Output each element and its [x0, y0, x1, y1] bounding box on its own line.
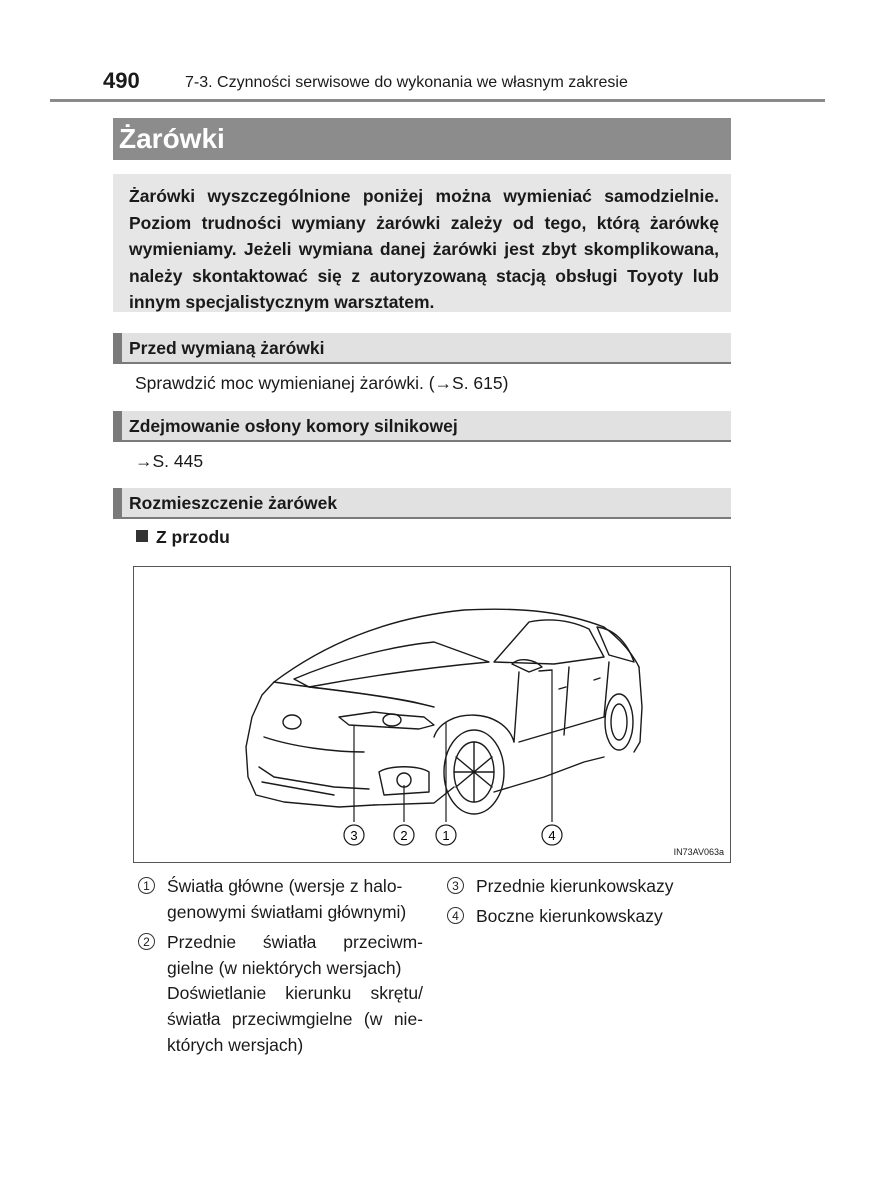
number-4-icon: 4 — [447, 907, 464, 924]
callout-4 — [542, 825, 562, 845]
section-text-before-replacement: Sprawdzić moc wymienianej żarówki. (→S. 615) — [135, 373, 509, 393]
chapter-title: 7-3. Czynności serwisowe do wykonania we własnym zakresie — [185, 74, 628, 91]
legend-text: genowymi światłami głównymi) — [167, 902, 407, 922]
header-rule — [50, 99, 825, 102]
legend-text: Boczne kierunkowskazy — [476, 906, 663, 926]
legend-item-1 — [138, 873, 423, 925]
legend-text: których wersjach) — [167, 1035, 304, 1055]
page-number: 490 — [103, 68, 140, 93]
section-heading-before-replacement: Przed wymianą żarówki — [113, 333, 731, 364]
number-3-icon: 3 — [447, 877, 464, 894]
svg-text:3: 3 — [350, 828, 358, 843]
svg-text:1: 1 — [442, 828, 450, 843]
section-heading-bulb-locations: Rozmieszczenie żarówek — [113, 488, 731, 519]
legend-text: Doświetlanie kierunku skrętu/ — [167, 983, 423, 1003]
section-heading-engine-cover: Zdejmowanie osłony komory silnikowej — [113, 411, 731, 442]
intro-box — [113, 174, 731, 312]
callout-3 — [344, 825, 364, 845]
section-text-engine-cover: →S. 445 — [135, 451, 204, 471]
car-illustration — [134, 567, 730, 862]
legend-item-2-note — [167, 980, 423, 1058]
legend-item-3 — [447, 873, 747, 899]
callout-1 — [436, 825, 456, 845]
figure-code: IN73AV063a — [673, 847, 724, 857]
callout-2 — [394, 825, 414, 845]
legend-item-4 — [447, 903, 747, 929]
number-2-icon: 2 — [138, 933, 155, 950]
legend-text: gielne (w niektórych wersjach) — [167, 958, 402, 978]
legend-item-2 — [138, 929, 423, 981]
subheading-front: Z przodu — [136, 527, 230, 548]
number-1-icon: 1 — [138, 877, 155, 894]
svg-text:4: 4 — [548, 828, 556, 843]
legend-text: Przednie światła przeciwm- — [167, 932, 423, 952]
square-bullet-icon — [136, 530, 148, 542]
page-title: Żarówki — [113, 118, 731, 160]
svg-text:2: 2 — [400, 828, 408, 843]
legend-text: światła przeciwmgielne (w nie- — [167, 1009, 423, 1029]
car-figure — [133, 566, 731, 863]
legend-text: Przednie kierunkowskazy — [476, 876, 674, 896]
intro-text: Żarówki wyszczególnione poniżej można wymieniać samodzielnie. Poziom trudności wymiany żarówki zależy od tego, którą żarówkę wymieniamy. Jeżeli wymiana danej żarówki jest zbyt skomplikowana, należy skontaktować się z autoryzowaną stacją obsługi Toyoty lub innym specjalistycznym warsztatem. — [129, 186, 719, 312]
legend-text: Światła główne (wersje z halo- — [167, 876, 403, 896]
